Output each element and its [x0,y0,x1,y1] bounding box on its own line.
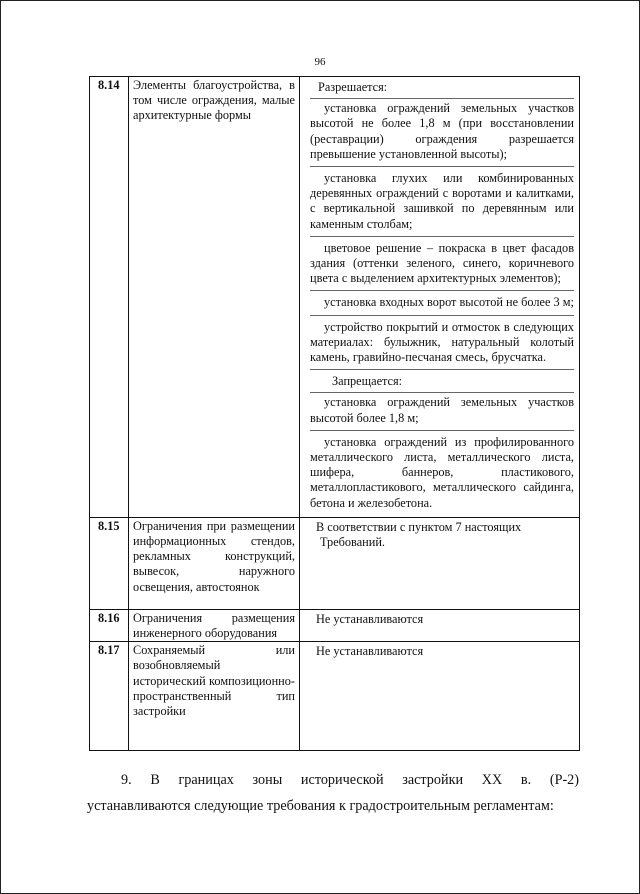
forbidden-heading: Запрещается: [310,372,574,393]
allowed-item: установка глухих или комбинированных деревянных ограждений с воротами и калитками, с вертикальной зашивкой по деревянным или каменным столбам; [310,169,574,237]
row-number: 8.17 [90,642,129,751]
row-number: 8.15 [90,517,129,609]
allowed-heading: Разрешается: [310,78,574,99]
table-row [90,609,580,641]
row-content [300,609,580,641]
forbidden-item: установка ограждений из профилированного металлического листа, металлического листа, шифера, баннеров, пластикового, металлопластикового, металлического сайдинга, бетона и железобетона. [310,434,574,510]
content-line: В соответствии с пунктом 7 настоящих [316,519,522,534]
allowed-item: цветовое решение – покраска в цвет фасадов здания (оттенки зеленого, синего, коричневого цвета с выделением архитектурных элементов); [310,239,574,292]
regulations-table [89,76,580,751]
footer-line-1: 9. В границах зоны исторической застройки XX в. (Р-2) [121,772,579,788]
row-name: Ограничения при размещении информационных стендов, рекламных конструкций, вывесок, наружного освещения, автостоянок [129,517,300,609]
row-content [300,642,580,751]
row-number: 8.14 [90,77,129,518]
row-name: Элементы благоустройства, в том числе ограждения, малые архитектурные формы [129,77,300,518]
table-row [90,517,580,609]
page-number: 96 [314,56,326,68]
row-number: 8.16 [90,609,129,641]
footer-line-2: устанавливаются следующие требования к градостроительным регламентам: [87,798,554,814]
row-name: Сохраняемый или возобновляемый исторический композиционно-пространственный тип застройки [129,642,300,751]
row-content [300,77,580,518]
row-content [300,517,580,609]
allowed-item: установка ограждений земельных участков высотой не более 1,8 м (при восстановлении (реставрации) ограждения разрешается превышение установленной высоты); [310,99,574,167]
allowed-item: установка входных ворот высотой не более 3 м; [310,293,574,315]
row-content-text [310,519,574,550]
row-name: Ограничения размещения инженерного оборудования [129,609,300,641]
row-content-text: Не устанавливаются [316,644,424,659]
forbidden-item: установка ограждений земельных участков высотой более 1,8 м; [310,393,574,430]
row-content-text: Не устанавливаются [316,611,424,626]
footer-paragraph [87,767,579,819]
table-row [90,77,580,518]
content-line: Требований. [320,535,385,550]
table-row [90,642,580,751]
allowed-item: устройство покрытий и отмосток в следующих материалах: булыжник, натуральный колотый камень, гравийно-песчаная смесь, брусчатка. [310,318,574,371]
